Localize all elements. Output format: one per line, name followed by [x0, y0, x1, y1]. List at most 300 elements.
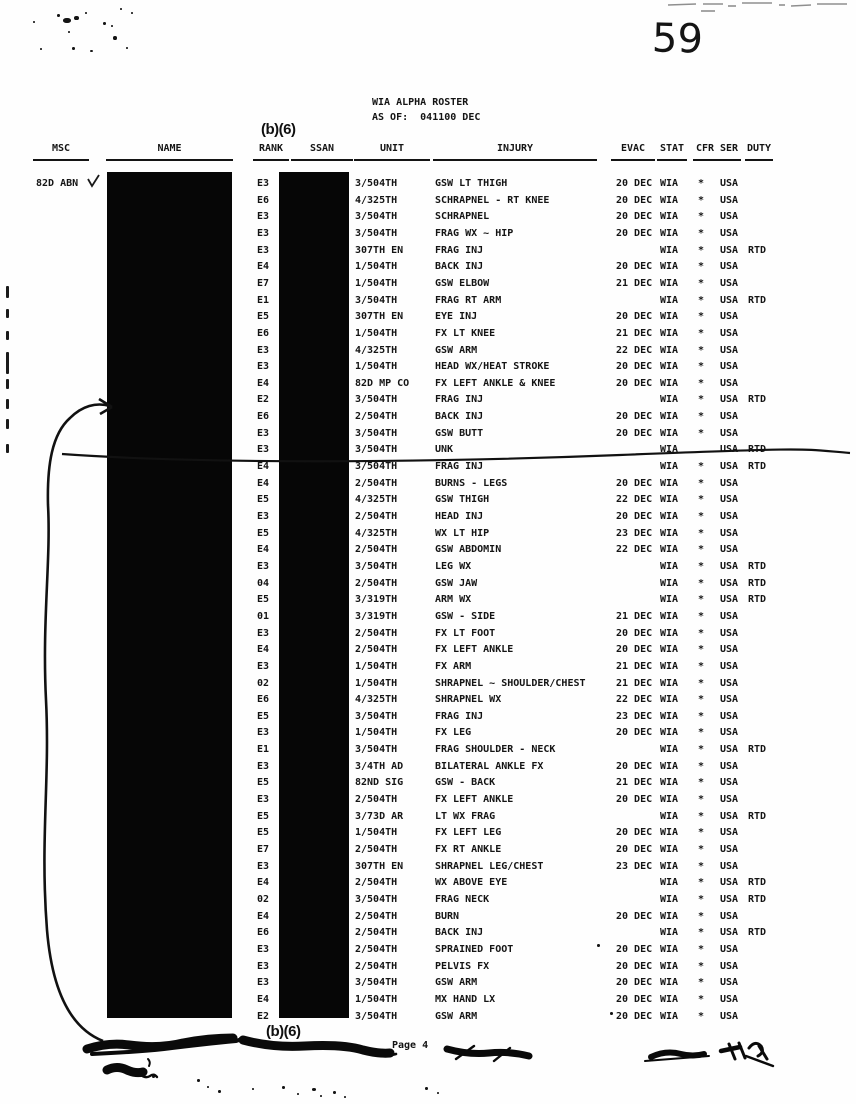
cell-unit: 1/504TH: [355, 993, 398, 1005]
cell-rank: E5: [257, 710, 270, 722]
cell-unit: 1/504TH: [355, 727, 398, 739]
cell-stat: WIA: [660, 594, 679, 606]
cell-cfr: *: [698, 227, 705, 239]
cell-ser: USA: [720, 977, 739, 989]
cell-rank: E4: [257, 461, 270, 473]
cell-ser: USA: [720, 694, 739, 706]
cell-cfr: *: [698, 427, 705, 439]
cell-duty: RTD: [748, 877, 767, 889]
cell-unit: 4/325TH: [355, 344, 398, 356]
cell-stat: WIA: [660, 927, 679, 939]
page-footer: Page 4: [392, 1040, 429, 1051]
cell-unit: 1/504TH: [355, 327, 398, 339]
cell-duty: RTD: [748, 461, 767, 473]
col-header-name: NAME: [106, 143, 233, 161]
cell-ser: USA: [720, 294, 739, 306]
cell-cfr: *: [698, 893, 705, 905]
cell-stat: WIA: [660, 194, 679, 206]
cell-evac: 20 DEC: [616, 427, 653, 439]
cell-evac: 20 DEC: [616, 960, 653, 972]
cell-ser: USA: [720, 594, 739, 606]
cell-evac: 20 DEC: [616, 844, 653, 855]
cell-evac: 20 DEC: [616, 627, 653, 639]
cell-ser: USA: [720, 444, 739, 456]
cell-duty: RTD: [748, 294, 767, 306]
cell-unit: 3/73D AR: [355, 810, 404, 822]
cell-rank: E4: [257, 544, 270, 556]
cell-unit: 3/504TH: [355, 178, 398, 189]
cell-cfr: *: [698, 194, 705, 206]
cell-cfr: *: [698, 610, 705, 622]
cell-rank: E3: [257, 344, 270, 356]
cell-injury: HEAD WX/HEAT STROKE: [435, 361, 550, 373]
cell-evac: 20 DEC: [616, 178, 653, 189]
cell-stat: WIA: [660, 361, 679, 373]
cell-ser: USA: [720, 677, 739, 689]
cell-cfr: *: [698, 644, 705, 656]
cell-unit: 3/504TH: [355, 744, 398, 756]
cell-evac: 20 DEC: [616, 993, 653, 1005]
cell-cfr: *: [698, 660, 705, 672]
cell-evac: 20 DEC: [616, 261, 653, 273]
exemption-code-top: (b)(6): [261, 121, 296, 138]
cell-evac: 22 DEC: [616, 494, 653, 506]
cell-cfr: *: [698, 910, 705, 922]
cell-evac: 20 DEC: [616, 511, 653, 522]
cell-cfr: *: [698, 560, 705, 572]
cell-ser: USA: [720, 744, 739, 756]
cell-rank: E5: [257, 527, 270, 539]
cell-injury: GSW THIGH: [435, 494, 490, 506]
cell-cfr: *: [698, 544, 705, 556]
cell-stat: WIA: [660, 660, 679, 672]
cell-msc: 82D ABN: [36, 178, 79, 189]
cell-ser: USA: [720, 461, 739, 473]
cell-unit: 307TH EN: [355, 244, 404, 256]
cell-injury: FRAG SHOULDER - NECK: [435, 744, 556, 756]
col-header-evac: EVAC: [611, 143, 655, 161]
cell-cfr: *: [698, 527, 705, 539]
cell-stat: WIA: [660, 627, 679, 639]
cell-cfr: *: [698, 178, 705, 189]
cell-stat: WIA: [660, 461, 679, 473]
cell-rank: E2: [257, 394, 270, 406]
cell-evac: 20 DEC: [616, 644, 653, 656]
cell-unit: 2/504TH: [355, 644, 398, 656]
cell-stat: WIA: [660, 394, 679, 406]
cell-stat: WIA: [660, 777, 679, 789]
cell-rank: E3: [257, 444, 270, 456]
cell-injury: FX RT ANKLE: [435, 844, 502, 855]
cell-rank: E7: [257, 844, 270, 855]
cell-duty: RTD: [748, 594, 767, 606]
cell-injury: EYE INJ: [435, 311, 478, 323]
cell-injury: ARM WX: [435, 594, 472, 606]
cell-ser: USA: [720, 311, 739, 323]
cell-unit: 1/504TH: [355, 827, 398, 839]
cell-injury: GSW - BACK: [435, 777, 496, 789]
cell-rank: E5: [257, 494, 270, 506]
cell-ser: USA: [720, 877, 739, 889]
cell-stat: WIA: [660, 577, 679, 589]
cell-stat: WIA: [660, 277, 679, 289]
cell-cfr: *: [698, 844, 705, 855]
cell-unit: 307TH EN: [355, 311, 404, 323]
cell-ser: USA: [720, 361, 739, 373]
cell-ser: USA: [720, 777, 739, 789]
cell-rank: E4: [257, 477, 270, 489]
cell-cfr: *: [698, 794, 705, 806]
cell-unit: 3/504TH: [355, 227, 398, 239]
cell-unit: 307TH EN: [355, 860, 404, 872]
cell-injury: SHRAPNEL WX: [435, 694, 502, 706]
cell-unit: 1/504TH: [355, 261, 398, 273]
cell-rank: E3: [257, 227, 270, 239]
cell-unit: 2/504TH: [355, 943, 398, 955]
cell-ser: USA: [720, 261, 739, 273]
cell-stat: WIA: [660, 677, 679, 689]
cell-ser: USA: [720, 277, 739, 289]
cell-evac: 20 DEC: [616, 311, 653, 323]
cell-stat: WIA: [660, 794, 679, 806]
cell-cfr: *: [698, 261, 705, 273]
cell-injury: BACK INJ: [435, 261, 484, 273]
cell-injury: FX ARM: [435, 660, 472, 672]
cell-stat: WIA: [660, 544, 679, 556]
cell-cfr: *: [698, 877, 705, 889]
cell-unit: 1/504TH: [355, 660, 398, 672]
cell-cfr: *: [698, 977, 705, 989]
cell-rank: E4: [257, 877, 270, 889]
cell-injury: GSW LT THIGH: [435, 178, 508, 189]
cell-ser: USA: [720, 477, 739, 489]
cell-ser: USA: [720, 527, 739, 539]
cell-injury: BURNS - LEGS: [435, 477, 508, 489]
cell-ser: USA: [720, 544, 739, 556]
handwritten-page-number: 59: [651, 15, 704, 63]
cell-ser: USA: [720, 794, 739, 806]
cell-cfr: *: [698, 993, 705, 1005]
cell-unit: 3/504TH: [355, 710, 398, 722]
cell-cfr: *: [698, 211, 705, 223]
cell-rank: E2: [257, 1010, 270, 1022]
cell-unit: 4/325TH: [355, 694, 398, 706]
cell-stat: WIA: [660, 477, 679, 489]
cell-ser: USA: [720, 610, 739, 622]
cell-rank: E3: [257, 794, 270, 806]
cell-stat: WIA: [660, 377, 679, 389]
cell-evac: 20 DEC: [616, 211, 653, 223]
cell-unit: 3/4TH AD: [355, 760, 404, 772]
cell-stat: WIA: [660, 411, 679, 423]
cell-unit: 1/504TH: [355, 277, 398, 289]
cell-evac: 23 DEC: [616, 527, 653, 539]
cell-cfr: *: [698, 710, 705, 722]
cell-stat: WIA: [660, 877, 679, 889]
cell-ser: USA: [720, 377, 739, 389]
cell-duty: RTD: [748, 394, 767, 406]
cell-cfr: *: [698, 777, 705, 789]
cell-stat: WIA: [660, 977, 679, 989]
cell-cfr: *: [698, 327, 705, 339]
cell-evac: 21 DEC: [616, 327, 653, 339]
cell-cfr: *: [698, 377, 705, 389]
cell-rank: E5: [257, 777, 270, 789]
cell-cfr: *: [698, 694, 705, 706]
col-header-ser: SER: [717, 143, 741, 161]
cell-injury: GSW ELBOW: [435, 277, 490, 289]
cell-stat: WIA: [660, 993, 679, 1005]
cell-duty: RTD: [748, 244, 767, 256]
cell-injury: UNK: [435, 444, 454, 456]
cell-cfr: *: [698, 577, 705, 589]
cell-injury: WX LT HIP: [435, 527, 490, 539]
cell-injury: GSW BUTT: [435, 427, 484, 439]
cell-stat: WIA: [660, 427, 679, 439]
cell-injury: FRAG NECK: [435, 893, 490, 905]
cell-injury: BACK INJ: [435, 927, 484, 939]
cell-rank: E4: [257, 993, 270, 1005]
exemption-code-bottom: (b)(6): [266, 1023, 301, 1040]
cell-injury: GSW ARM: [435, 977, 478, 989]
cell-rank: E6: [257, 694, 270, 706]
cell-unit: 82D MP CO: [355, 377, 410, 389]
cell-evac: 20 DEC: [616, 910, 653, 922]
cell-evac: 20 DEC: [616, 194, 653, 206]
cell-rank: E3: [257, 361, 270, 373]
cell-rank: E6: [257, 327, 270, 339]
cell-injury: BILATERAL ANKLE FX: [435, 760, 544, 772]
cell-duty: RTD: [748, 893, 767, 905]
cell-unit: 3/319TH: [355, 594, 398, 606]
cell-stat: WIA: [660, 178, 679, 189]
cell-ser: USA: [720, 827, 739, 839]
cell-cfr: *: [698, 494, 705, 506]
cell-injury: GSW JAW: [435, 577, 478, 589]
cell-rank: E3: [257, 627, 270, 639]
cell-cfr: *: [698, 1010, 705, 1022]
cell-ser: USA: [720, 244, 739, 256]
cell-unit: 2/504TH: [355, 960, 398, 972]
cell-unit: 3/504TH: [355, 560, 398, 572]
cell-evac: 20 DEC: [616, 411, 653, 423]
cell-rank: E3: [257, 760, 270, 772]
col-header-rank: RANK: [253, 143, 289, 161]
cell-unit: 2/504TH: [355, 577, 398, 589]
cell-stat: WIA: [660, 694, 679, 706]
cell-unit: 2/504TH: [355, 477, 398, 489]
cell-rank: E3: [257, 960, 270, 972]
cell-rank: E6: [257, 927, 270, 939]
col-header-ssan: SSAN: [291, 143, 353, 161]
cell-injury: PELVIS FX: [435, 960, 490, 972]
cell-stat: WIA: [660, 893, 679, 905]
cell-evac: 20 DEC: [616, 794, 653, 806]
cell-rank: E3: [257, 560, 270, 572]
cell-duty: RTD: [748, 810, 767, 822]
cell-cfr: *: [698, 827, 705, 839]
col-header-cfr: CFR: [693, 143, 717, 161]
cell-rank: 02: [257, 893, 270, 905]
cell-cfr: *: [698, 311, 705, 323]
cell-unit: 3/504TH: [355, 444, 398, 456]
col-header-injury: INJURY: [433, 143, 597, 161]
cell-injury: FX LEFT ANKLE & KNEE: [435, 377, 556, 389]
cell-rank: 04: [257, 577, 270, 589]
cell-unit: 2/504TH: [355, 627, 398, 639]
cell-evac: 20 DEC: [616, 727, 653, 739]
cell-rank: E7: [257, 277, 270, 289]
cell-stat: WIA: [660, 261, 679, 273]
cell-cfr: *: [698, 760, 705, 772]
cell-evac: 21 DEC: [616, 677, 653, 689]
cell-stat: WIA: [660, 211, 679, 223]
cell-injury: GSW ARM: [435, 1010, 478, 1022]
cell-ser: USA: [720, 394, 739, 406]
cell-ser: USA: [720, 627, 739, 639]
cell-injury: FRAG WX ~ HIP: [435, 227, 514, 239]
cell-injury: FRAG INJ: [435, 461, 484, 473]
cell-injury: FX LEG: [435, 727, 472, 739]
as-of-line: AS OF: 041100 DEC: [372, 112, 481, 123]
cell-cfr: *: [698, 277, 705, 289]
cell-stat: WIA: [660, 244, 679, 256]
cell-unit: 2/504TH: [355, 877, 398, 889]
cell-cfr: *: [698, 394, 705, 406]
cell-duty: RTD: [748, 444, 767, 456]
cell-rank: E3: [257, 427, 270, 439]
cell-ser: USA: [720, 227, 739, 239]
cell-unit: 4/325TH: [355, 494, 398, 506]
cell-ser: USA: [720, 727, 739, 739]
cell-stat: WIA: [660, 444, 679, 456]
cell-stat: WIA: [660, 727, 679, 739]
cell-rank: E5: [257, 594, 270, 606]
cell-unit: 4/325TH: [355, 194, 398, 206]
cell-ser: USA: [720, 760, 739, 772]
cell-stat: WIA: [660, 760, 679, 772]
cell-cfr: *: [698, 927, 705, 939]
cell-cfr: *: [698, 461, 705, 473]
cell-unit: 82ND SIG: [355, 777, 404, 789]
cell-cfr: *: [698, 477, 705, 489]
cell-ser: USA: [720, 344, 739, 356]
cell-injury: HEAD INJ: [435, 511, 484, 522]
cell-unit: 2/504TH: [355, 927, 398, 939]
cell-ser: USA: [720, 511, 739, 522]
cell-stat: WIA: [660, 844, 679, 855]
cell-injury: FRAG RT ARM: [435, 294, 502, 306]
cell-rank: E3: [257, 727, 270, 739]
cell-stat: WIA: [660, 327, 679, 339]
cell-unit: 3/504TH: [355, 394, 398, 406]
cell-cfr: *: [698, 344, 705, 356]
col-header-duty: DUTY: [745, 143, 773, 161]
cell-unit: 3/504TH: [355, 1010, 398, 1022]
cell-unit: 2/504TH: [355, 794, 398, 806]
cell-evac: 20 DEC: [616, 1010, 653, 1022]
cell-injury: SPRAINED FOOT: [435, 943, 514, 955]
redaction-bar-ssan: [279, 172, 349, 1018]
cell-ser: USA: [720, 710, 739, 722]
cell-injury: FRAG INJ: [435, 394, 484, 406]
cell-unit: 2/504TH: [355, 844, 398, 855]
cell-stat: WIA: [660, 527, 679, 539]
cell-rank: E5: [257, 311, 270, 323]
cell-ser: USA: [720, 194, 739, 206]
col-header-msc: MSC: [33, 143, 89, 161]
cell-unit: 2/504TH: [355, 511, 398, 522]
cell-injury: BACK INJ: [435, 411, 484, 423]
cell-unit: 2/504TH: [355, 544, 398, 556]
cell-injury: MX HAND LX: [435, 993, 496, 1005]
cell-ser: USA: [720, 660, 739, 672]
cell-stat: WIA: [660, 860, 679, 872]
cell-stat: WIA: [660, 710, 679, 722]
cell-evac: 21 DEC: [616, 777, 653, 789]
cell-cfr: *: [698, 294, 705, 306]
cell-ser: USA: [720, 960, 739, 972]
cell-injury: LT WX FRAG: [435, 810, 496, 822]
cell-injury: FRAG INJ: [435, 710, 484, 722]
cell-ser: USA: [720, 494, 739, 506]
cell-rank: E1: [257, 744, 270, 756]
cell-evac: 20 DEC: [616, 977, 653, 989]
cell-ser: USA: [720, 1010, 739, 1022]
cell-stat: WIA: [660, 494, 679, 506]
cell-rank: E6: [257, 411, 270, 423]
cell-evac: 20 DEC: [616, 227, 653, 239]
cell-ser: USA: [720, 560, 739, 572]
cell-rank: E4: [257, 910, 270, 922]
cell-evac: 20 DEC: [616, 760, 653, 772]
cell-injury: BURN: [435, 910, 460, 922]
cell-cfr: *: [698, 411, 705, 423]
cell-cfr: *: [698, 511, 705, 522]
col-header-unit: UNIT: [354, 143, 430, 161]
cell-stat: WIA: [660, 344, 679, 356]
cell-ser: USA: [720, 427, 739, 439]
cell-cfr: *: [698, 361, 705, 373]
cell-ser: USA: [720, 844, 739, 855]
cell-cfr: *: [698, 943, 705, 955]
cell-ser: USA: [720, 910, 739, 922]
cell-cfr: *: [698, 594, 705, 606]
cell-rank: E3: [257, 943, 270, 955]
cell-duty: RTD: [748, 927, 767, 939]
cell-unit: 4/325TH: [355, 527, 398, 539]
cell-stat: WIA: [660, 1010, 679, 1022]
cell-ser: USA: [720, 993, 739, 1005]
cell-injury: SHRAPNEL LEG/CHEST: [435, 860, 544, 872]
cell-ser: USA: [720, 893, 739, 905]
cell-cfr: *: [698, 960, 705, 972]
cell-cfr: *: [698, 727, 705, 739]
cell-injury: SCHRAPNEL: [435, 211, 490, 223]
cell-injury: FX LT FOOT: [435, 627, 496, 639]
cell-rank: E1: [257, 294, 270, 306]
cell-unit: 1/504TH: [355, 361, 398, 373]
cell-unit: 3/319TH: [355, 610, 398, 622]
cell-evac: 20 DEC: [616, 477, 653, 489]
cell-stat: WIA: [660, 827, 679, 839]
cell-evac: 23 DEC: [616, 710, 653, 722]
cell-evac: 20 DEC: [616, 827, 653, 839]
cell-cfr: *: [698, 677, 705, 689]
cell-rank: E3: [257, 244, 270, 256]
cell-ser: USA: [720, 178, 739, 189]
cell-stat: WIA: [660, 960, 679, 972]
